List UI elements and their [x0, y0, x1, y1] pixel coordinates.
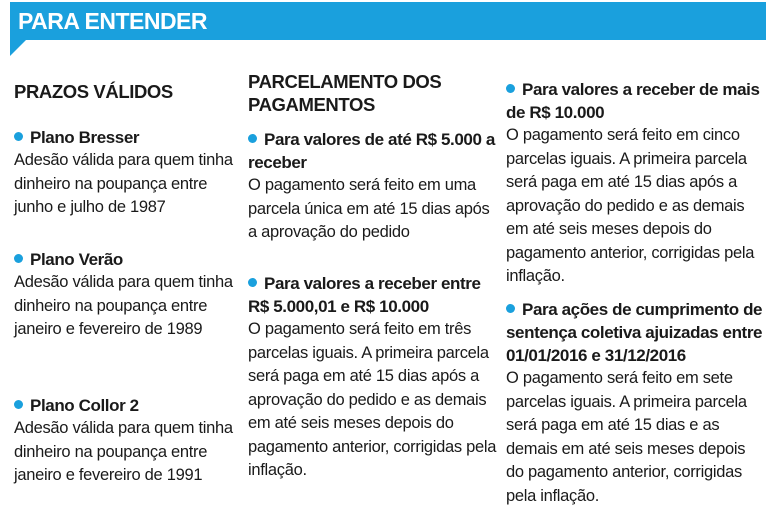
banner-tail-decoration	[10, 40, 26, 56]
item-text: Adesão válida para quem tinha dinheiro na poupança entre janeiro e fevereiro de 1991	[14, 419, 233, 484]
item-text: O pagamento será feito em cinco parcelas iguais. A primeira parcela será paga em até 15 dias após a aprovação do pedido e as demais em até seis meses depois do pagamento anterior, corrigidas pela inflação.	[506, 126, 755, 285]
list-item-acoes-sentenca-coletiva	[506, 298, 764, 508]
list-item-5000-a-10000	[248, 272, 498, 483]
item-text: Adesão válida para quem tinha dinheiro na poupança entre janeiro e fevereiro de 1989	[14, 273, 233, 338]
bullet-icon	[14, 400, 23, 409]
item-title: Para valores a receber de mais de R$ 10.000	[506, 80, 760, 122]
item-text: O pagamento será feito em três parcelas iguais. A primeira parcela será paga em até 15 dias após a aprovação do pedido e as demais em até seis meses depois do pagamento anterior, corrigidas pela inflação.	[248, 320, 497, 479]
bullet-icon	[14, 254, 23, 263]
item-text: O pagamento será feito em uma parcela única em até 15 dias após a aprovação do pedido	[248, 176, 490, 241]
section-heading: PARCELAMENTO DOS PAGAMENTOS	[248, 71, 442, 115]
bullet-icon	[506, 84, 515, 93]
item-text: Adesão válida para quem tinha dinheiro na poupança entre junho e julho de 1987	[14, 151, 233, 216]
list-item-plano-verao	[14, 248, 240, 342]
bullet-icon	[248, 278, 257, 287]
banner-title: PARA ENTENDER	[18, 8, 208, 34]
list-item-plano-collor-2	[14, 394, 240, 488]
item-title: Para valores a receber entre R$ 5.000,01 e R$ 10.000	[248, 274, 481, 316]
item-title: Para valores de até R$ 5.000 a receber	[248, 130, 495, 172]
bullet-icon	[248, 134, 257, 143]
list-item-mais-de-10000	[506, 78, 764, 289]
list-item-plano-bresser	[14, 126, 240, 220]
section-heading: PRAZOS VÁLIDOS	[14, 81, 173, 102]
list-item-ate-5000	[248, 128, 498, 245]
item-title: Plano Bresser	[14, 126, 240, 149]
item-title: Plano Collor 2	[14, 394, 240, 417]
item-title: Plano Verão	[14, 248, 240, 271]
bullet-icon	[506, 304, 515, 313]
item-text: O pagamento será feito em sete parcelas iguais. A primeira parcela será paga em até 15 dias e as demais em até seis meses depois do pagamento anterior, corrigidas pela inflação.	[506, 369, 747, 505]
item-title: Para ações de cumprimento de sentença coletiva ajuizadas entre 01/01/2016 e 31/12/2016	[506, 300, 763, 365]
bullet-icon	[14, 132, 23, 141]
